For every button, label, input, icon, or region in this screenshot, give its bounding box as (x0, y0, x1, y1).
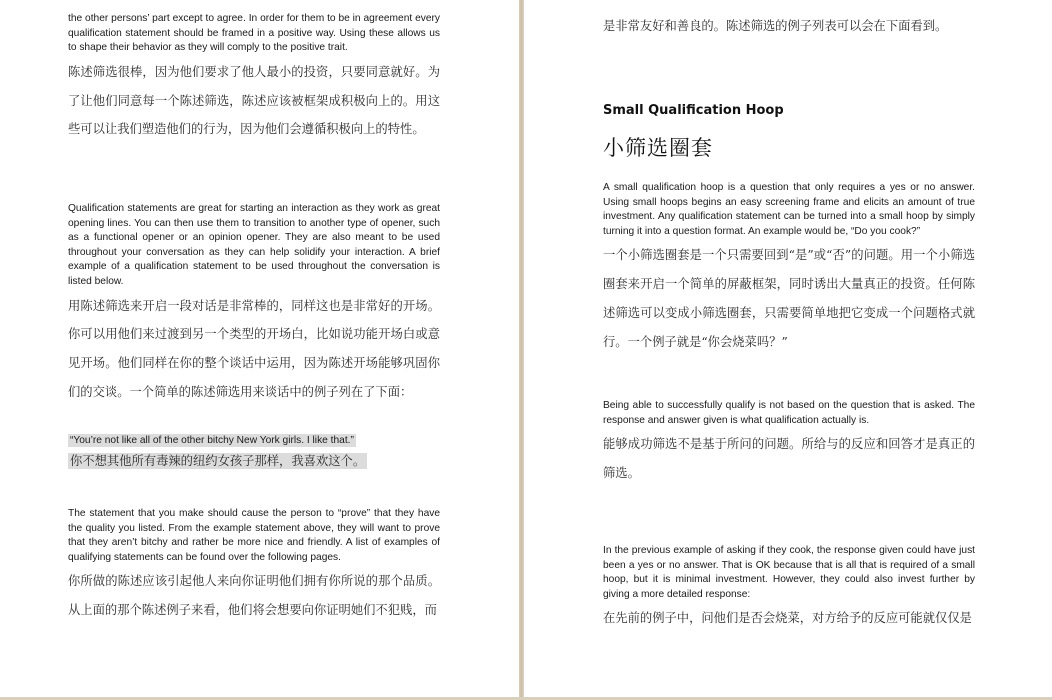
english-paragraph: Being able to successfully qualify is not based on the question that is asked. The response and answer given is what qualification actually is. (603, 400, 975, 426)
chinese-paragraph: 陈述筛选很棒，因为他们要求了他人最小的投资，只要同意就好。为了让他们同意每一个陈述筛选，陈述应该被框架成积极向上的。用这些可以让我们塑造他们的行为，因为他们会遵循积极向上的特性。 (68, 64, 440, 137)
english-paragraph: A small qualification hoop is a question that only requires a yes or no answer. Using small hoops begins an easy screening frame and elicits an amount of true investment. Any qualification statement can be turned into a small hoop by simply turning it into a question format. An example would be, “Do you cook?” (603, 182, 975, 237)
chinese-paragraph: 一个小筛选圈套是一个只需要回到“是”或“否”的问题。用一个小筛选圈套来开启一个简单的屏蔽框架，同时诱出大量真正的投资。任何陈述筛选可以变成小筛选圈套，只需要简单地把它变成一个问题格式就行。一个例子就是“你会烧菜吗？” (603, 248, 975, 349)
chinese-paragraph: 是非常友好和善良的。陈述筛选的例子列表可以会在下面看到。 (603, 19, 948, 33)
section-heading-block (603, 103, 975, 162)
chinese-paragraph: 在先前的例子中，问他们是否会烧菜，对方给予的反应可能就仅仅是 (603, 611, 972, 626)
example-chinese: 你不想其他所有毒辣的纽约女孩子那样，我喜欢这个。 (70, 453, 366, 468)
english-paragraph: The statement that you make should cause the person to “prove” that they have the quality you listed. From the example statement above, they will want to prove that they aren’t bitchy and rather be more nice and friendly. A list of examples of qualifying statements can be found over the following pages. (68, 508, 440, 563)
chinese-paragraph: 你所做的陈述应该引起他人来向你证明他们拥有你所说的那个品质。从上面的那个陈述例子来看，他们将会想要向你证明她们不犯贱，而 (68, 574, 440, 618)
paragraph-block (603, 12, 975, 41)
section-heading: Small Qualification Hoop (603, 103, 784, 118)
paragraph-block (68, 202, 440, 407)
paragraph-block (68, 507, 440, 625)
paragraph-block (603, 181, 975, 357)
chinese-paragraph: 能够成功筛选不是基于所问的问题。所给与的反应和回答才是真正的筛选。 (603, 437, 975, 480)
left-page (0, 0, 519, 700)
english-paragraph: the other persons’ part except to agree. In order for them to be in agreement every qualification statement should be framed in a positive way. Using these allows us to shape their behavior as they will comply to the positive trait. (68, 13, 440, 54)
chinese-paragraph: 用陈述筛选来开启一段对话是非常棒的，同样这也是非常好的开场。你可以用他们来过渡到另一个类型的开场白，比如说功能开场白或意见开场。他们同样在你的整个谈话中运用，因为陈述开场能够巩固你们的交谈。一个简单的陈述筛选用来谈话中的例子列在了下面： (68, 298, 440, 399)
english-paragraph: In the previous example of asking if they cook, the response given could have just been a yes or no answer. That is OK because that is all that is required of a small hoop, but it is minimal investment. However, they could also invest further by giving a more detailed response: (603, 545, 975, 600)
paragraph-block (68, 12, 440, 144)
paragraph-block (603, 399, 975, 488)
paragraph-block (603, 544, 975, 633)
section-heading-chinese: 小筛选圈套 (603, 136, 713, 160)
english-paragraph: Qualification statements are great for starting an interaction as they work as great opening lines. You can then use them to transition to another type of opener, such as a functional opener or an opinion opener. They are also meant to be used throughout your conversation as they can help solidify your interaction. A brief example of a qualification statement to be used throughout the conversation is listed below. (68, 203, 440, 287)
example-block (68, 434, 440, 473)
right-page (524, 0, 1052, 700)
example-english: “You’re not like all of the other bitchy New York girls. I like that.” (70, 435, 354, 446)
